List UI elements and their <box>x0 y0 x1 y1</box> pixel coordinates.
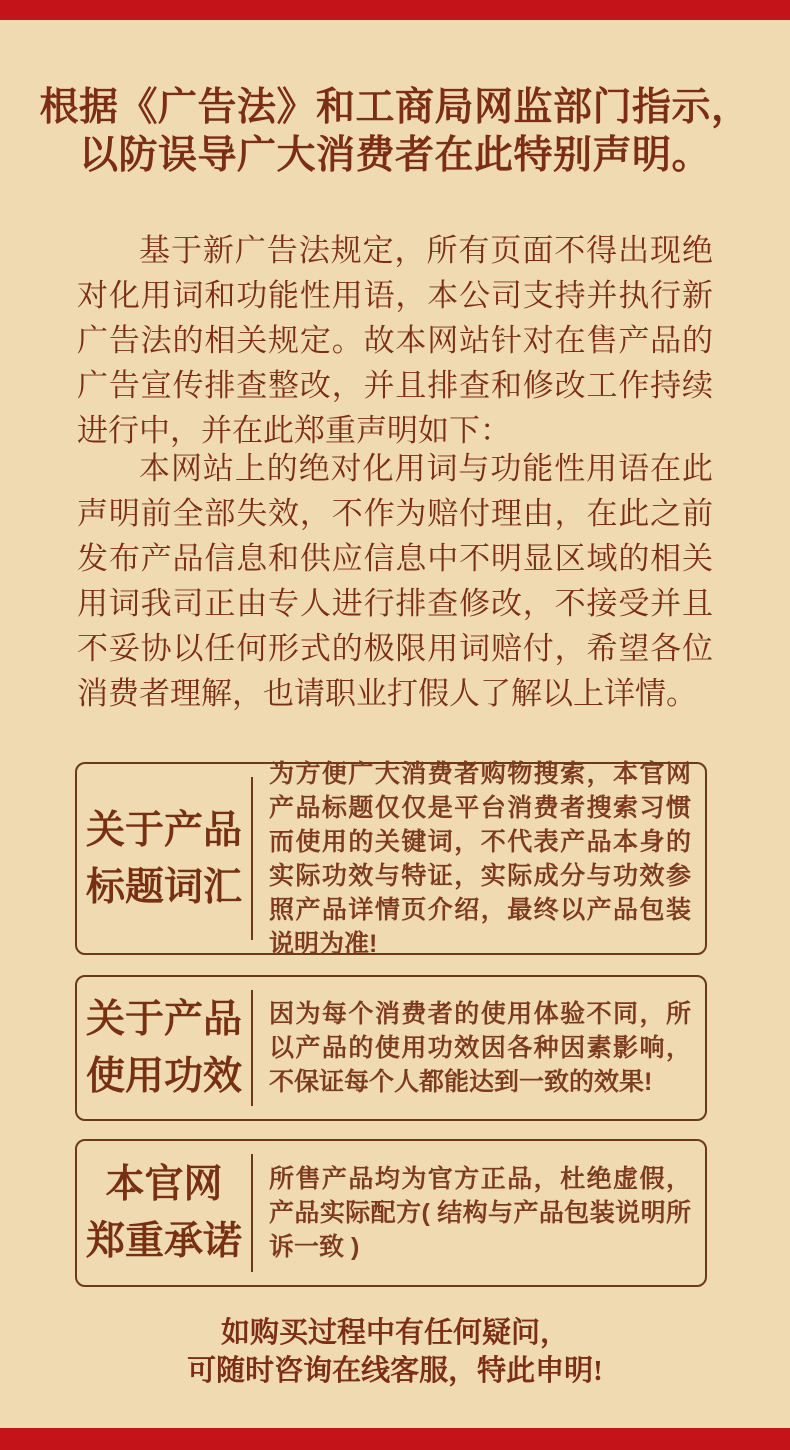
page-title <box>0 0 790 180</box>
notice-label <box>77 1141 251 1285</box>
top-red-bar <box>0 0 790 20</box>
notice-text: 因为每个消费者的使用体验不同，所以产品的使用功效因各种因素影响，不保证每个人都能达到一致的效果! <box>269 1000 691 1096</box>
footer-line-1: 如购买过程中有任何疑问， <box>220 1317 569 1349</box>
title-line-2: 以防误导广大消费者在此特别声明。 <box>78 134 711 177</box>
statement-body <box>77 228 713 716</box>
notice-label-line-2: 标题词汇 <box>85 865 242 909</box>
notice-label-line-1: 本官网 <box>105 1163 223 1206</box>
notice-label <box>77 764 251 953</box>
bottom-red-bar <box>0 1428 790 1450</box>
notice-text: 所售产品均为官方正品，杜绝虚假，产品实际配方( 结构与产品包装说明所诉一致 ) <box>269 1165 691 1261</box>
notice-box-product-title <box>75 759 707 958</box>
statement-paragraph-2: 本网站上的绝对化用词与功能性用语在此声明前全部失效，不作为赔付理由，在此之前发布产品信息和供应信息中不明显区域的相关用词我司正由专人进行排查修改，不接受并且不妥协以任何形式的极限用词赔付，希望各位消费者理解，也请职业打假人了解以上详情。 <box>77 451 713 711</box>
notice-box-official-promise <box>75 1139 707 1287</box>
footer-line-2: 可随时咨询在线客服，特此申明! <box>187 1355 603 1387</box>
title-line-1: 根据《广告法》和工商局网监部门指示， <box>39 86 751 129</box>
notice-text: 为方便广大消费者购物搜索，本官网产品标题仅仅是平台消费者搜索习惯而使用的关键词，不代表产品本身的实际功效与特证，实际成分与功效参照产品详情页介绍，最终以产品包装说明为准! <box>269 759 691 958</box>
statement-paragraph-1: 基于新广告法规定，所有页面不得出现绝对化用词和功能性用语，本公司支持并执行新广告法的相关规定。故本网站针对在售产品的广告宣传排查整改，并且排查和修改工作持续进行中，并在此郑重声明如下： <box>77 233 713 448</box>
notice-box-product-effect <box>75 975 707 1121</box>
notice-label-line-1: 关于产品 <box>85 998 242 1041</box>
notice-label-line-1: 关于产品 <box>85 808 242 852</box>
notice-label <box>77 977 251 1119</box>
notice-label-line-2: 使用功效 <box>85 1055 242 1098</box>
notice-label-line-2: 郑重承诺 <box>85 1220 242 1263</box>
footer-note <box>0 1314 790 1390</box>
